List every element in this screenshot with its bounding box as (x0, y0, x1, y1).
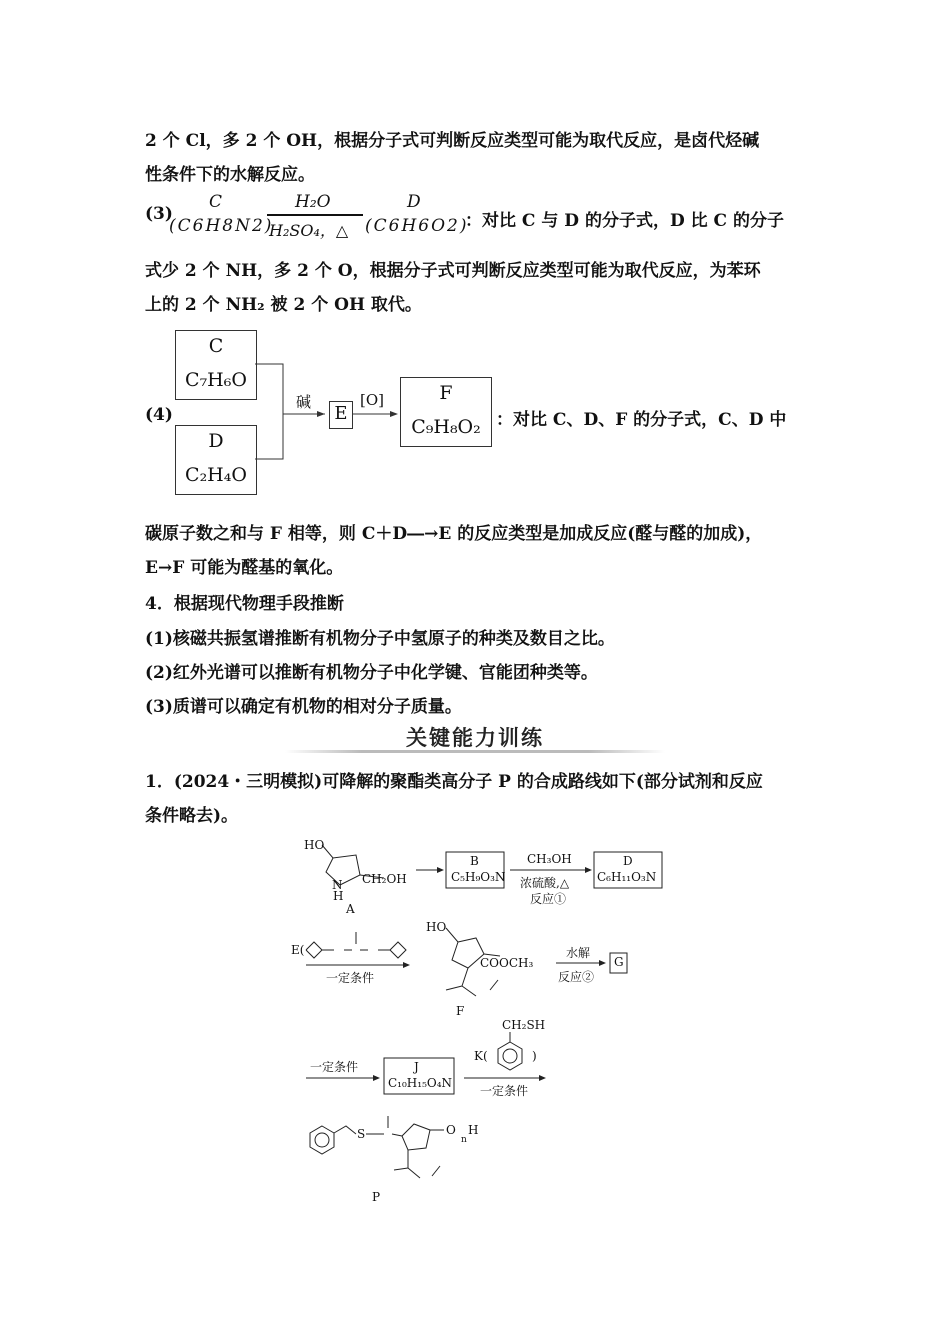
para-line: (2)红外光谱可以推断有机物分子中化学键、官能团种类等。 (145, 663, 598, 683)
cond-2: 一定条件 (310, 1060, 359, 1074)
hydrolysis: 水解 (566, 946, 591, 960)
a-h: H (333, 889, 344, 903)
section-title: 4．根据现代物理手段推断 (145, 594, 344, 614)
para-line: (1)核磁共振氢谱推断有机物分子中氢原子的种类及数目之比。 (145, 629, 615, 649)
reagent-top: H₂O (295, 192, 331, 212)
reaction-2: 反应② (558, 970, 595, 984)
d-label: D (407, 192, 421, 212)
box-f-formula: C₉H₈O₂ (411, 416, 481, 438)
k-close: ) (532, 1049, 537, 1063)
para-line: 式少 2 个 NH，多 2 个 O，根据分子式可判断反应类型可能为取代反应，为苯环 (145, 261, 761, 281)
question-line: 1．(2024・三明模拟)可降解的聚酯类高分子 P 的合成路线如下(部分试剂和反应 (145, 772, 763, 792)
p-h: H (468, 1123, 479, 1137)
p-n: n (461, 1135, 467, 1145)
box-d-name: D (208, 430, 224, 452)
oxid-label: [O] (360, 391, 385, 409)
banner-title: 关键能力训练 (406, 726, 544, 750)
k-sub: CH₂SH (502, 1018, 546, 1032)
e-label: E( (291, 943, 305, 957)
d-formula: (C6H6O2) (365, 216, 469, 236)
reaction-arrow (267, 214, 363, 216)
banner (285, 722, 665, 754)
p-s: S (357, 1127, 366, 1141)
a-ch2oh: CH₂OH (362, 872, 407, 886)
f-ho: HO (426, 920, 447, 934)
cond-1: 一定条件 (326, 971, 375, 985)
k-label: K( (474, 1049, 488, 1063)
reagent-bottom: H₂SO₄，△ (269, 221, 349, 240)
c-label: C (209, 192, 223, 212)
cond-3: 一定条件 (480, 1084, 529, 1098)
item4-diagram (0, 325, 950, 505)
para-line: 上的 2 个 NH₂ 被 2 个 OH 取代。 (145, 295, 422, 315)
f-label: F (456, 1004, 465, 1018)
para-line: 碳原子数之和与 F 相等，则 C＋D―→E 的反应类型是加成反应(醛与醛的加成)， (145, 524, 763, 544)
para-line: 性条件下的水解反应。 (145, 165, 315, 185)
d-name: D (623, 854, 633, 868)
para-line: 2 个 Cl，多 2 个 OH，根据分子式可判断反应类型可能为取代反应，是卤代烃碱 (145, 131, 760, 151)
reaction-1: 反应① (530, 892, 567, 906)
question-line: 条件略去)。 (145, 806, 239, 826)
box-f-name: F (439, 382, 453, 404)
a-n: N (332, 878, 343, 892)
item3-label: (3) (145, 204, 173, 224)
d-formula: C₆H₁₁O₃N (597, 870, 657, 884)
scheme-drawing (0, 830, 950, 1210)
reagent-ch3oh: CH₃OH (527, 852, 572, 866)
j-name: J (414, 1060, 419, 1074)
item4-label: (4) (145, 405, 173, 425)
a-label: A (346, 902, 355, 916)
box-c-formula: C₇H₆O (185, 369, 247, 391)
box-f (400, 377, 492, 447)
base-label: 碱 (296, 393, 312, 411)
p-o: O (446, 1123, 456, 1137)
item4-text: ：对比 C、D、F 的分子式，C、D 中 (496, 410, 787, 430)
b-name: B (470, 854, 479, 868)
j-formula: C₁₀H₁₅O₄N (388, 1076, 453, 1090)
item3-text: ：对比 C 与 D 的分子式，D 比 C 的分子 (465, 211, 784, 231)
g-name: G (614, 955, 624, 969)
a-ho: HO (304, 838, 325, 852)
f-cooch3: COOCH₃ (480, 956, 534, 970)
box-d-formula: C₂H₄O (185, 464, 247, 486)
box-e-name: E (334, 403, 348, 424)
box-e (329, 401, 353, 429)
synthesis-scheme (0, 830, 950, 1210)
box-c-name: C (208, 335, 224, 357)
reagent-acid: 浓硫酸,△ (520, 876, 570, 890)
banner-rule (285, 750, 665, 753)
item3-equation (145, 192, 825, 242)
c-formula: (C6H8N2) (169, 216, 274, 236)
para-line: (3)质谱可以确定有机物的相对分子质量。 (145, 697, 462, 717)
p-label: P (372, 1190, 381, 1204)
para-line: E→F 可能为醛基的氧化。 (145, 558, 344, 578)
b-formula: C₅H₉O₃N (451, 870, 506, 884)
